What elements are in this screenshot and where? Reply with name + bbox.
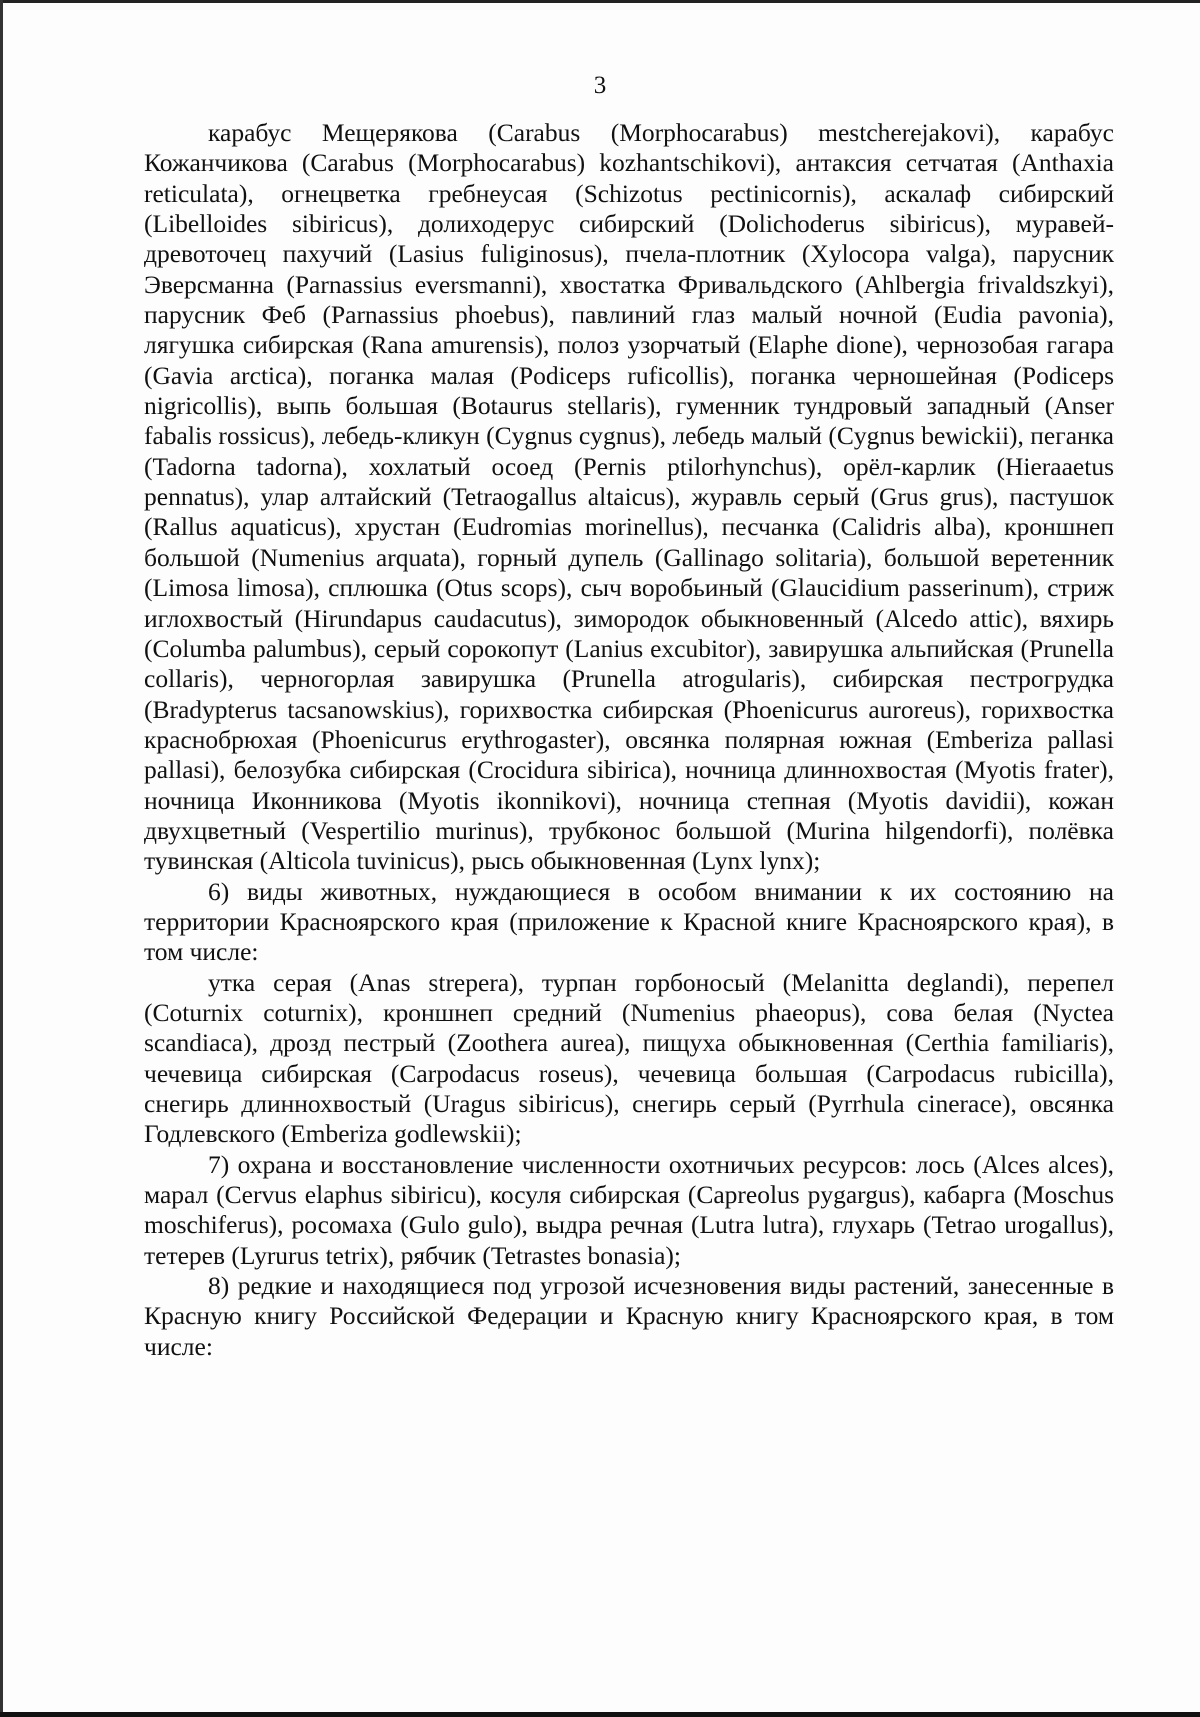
scan-border-top [0, 0, 1200, 3]
paragraph-item-6: 6) виды животных, нуждающиеся в особом внимании к их состоянию на территории Красноярского края (приложение к Красной книге Красноярского края), в том числе: [144, 876, 1114, 967]
page-number: 3 [593, 72, 607, 99]
scan-border-bottom [0, 1712, 1200, 1717]
paragraph-species-list: карабус Мещерякова (Carabus (Morphocarabus) mestcherejakovi), карабус Кожанчикова (Carabus (Morphocarabus) kozhantschikovi), антаксия сетчатая (Anthaxia reticulata), огнецветка гребнеусая (Schizotus pectinicornis), аскалаф сибирский (Libelloides sibiricus), долиходерус сибирский (Dolichoderus sibiricus), муравей-древоточец пахучий (Lasius fuliginosus), пчела-плотник (Xylocopa valga), парусник Эверсманна (Parnassius eversmanni), хвостатка Фривальдского (Ahlbergia frivaldszkyi), парусник Феб (Parnassius phoebus), павлиний глаз малый ночной (Eudia pavonia), лягушка сибирская (Rana amurensis), полоз узорчатый (Elaphe dione), чернозобая гагара (Gavia arctica), поганка малая (Podiceps ruficollis), поганка черношейная (Podiceps nigricollis), выпь большая (Botaurus stellaris), гуменник тундровый западный (Anser fabalis rossicus), лебедь-кликун (Cygnus cygnus), лебедь малый (Cygnus bewickii), пеганка (Tadorna tadorna), хохлатый осоед (Pernis ptilorhynchus), орёл-карлик (Hieraaetus pennatus), улар алтайский (Tetraogallus altaicus), журавль серый (Grus grus), пастушок (Rallus aquaticus), хрустан (Eudromias morinellus), песчанка (Calidris alba), кроншнеп большой (Numenius arquata), горный дупель (Gallinago solitaria), большой веретенник (Limosa limosa), сплюшка (Otus scops), сыч воробьиный (Glaucidium passerinum), стриж иглохвостый (Hirundapus caudacutus), зимородок обыкновенный (Alcedo attic), вяхирь (Columba palumbus), серый сорокопут (Lanius excubitor), завирушка альпийская (Prunella collaris), черногорлая завирушка (Prunella atrogularis), сибирская пестрогрудка (Bradypterus tacsanowskius), горихвостка сибирская (Phoenicurus auroreus), горихвостка краснобрюхая (Phoenicurus erythrogaster), овсянка полярная южная (Emberiza pallasi pallasi), белозубка сибирская (Crocidura sibirica), ночница длиннохвостая (Myotis frater), ночница Иконникова (Myotis ikonnikovi), ночница степная (Myotis davidii), кожан двухцветный (Vespertilio murinus), трубконос большой (Murina hilgendorfi), полёвка тувинская (Alticola tuvinicus), рысь обыкновенная (Lynx lynx); [144, 118, 1114, 876]
paragraph-item-6-list: утка серая (Anas strepera), турпан горбоносый (Melanitta deglandi), перепел (Coturnix coturnix), кроншнеп средний (Numenius phaeopus), сова белая (Nyctea scandiaca), дрозд пестрый (Zoothera aurea), пищуха обыкновенная (Certhia familiaris), чечевица сибирская (Carpodacus roseus), чечевица большая (Carpodacus rubicilla), снегирь длиннохвостый (Uragus sibiricus), снегирь серый (Pyrrhula cinerace), овсянка Годлевского (Emberiza godlewskii); [144, 967, 1114, 1149]
paragraph-item-8: 8) редкие и находящиеся под угрозой исчезновения виды растений, занесенные в Красную книгу Российской Федерации и Красную книгу Красноярского края, в том числе: [144, 1271, 1114, 1361]
document-body [144, 118, 1114, 1362]
scan-border-left [0, 0, 3, 1717]
paragraph-item-7: 7) охрана и восстановление численности охотничьих ресурсов: лось (Alces alces), марал (Cervus elaphus sibiricu), косуля сибирская (Capreolus pygargus), кабарга (Moschus moschiferus), росомаха (Gulo gulo), выдра речная (Lutra lutra), глухарь (Tetrao urogallus), тетерев (Lyrurus tetrix), рябчик (Tetrastes bonasia); [144, 1149, 1114, 1270]
